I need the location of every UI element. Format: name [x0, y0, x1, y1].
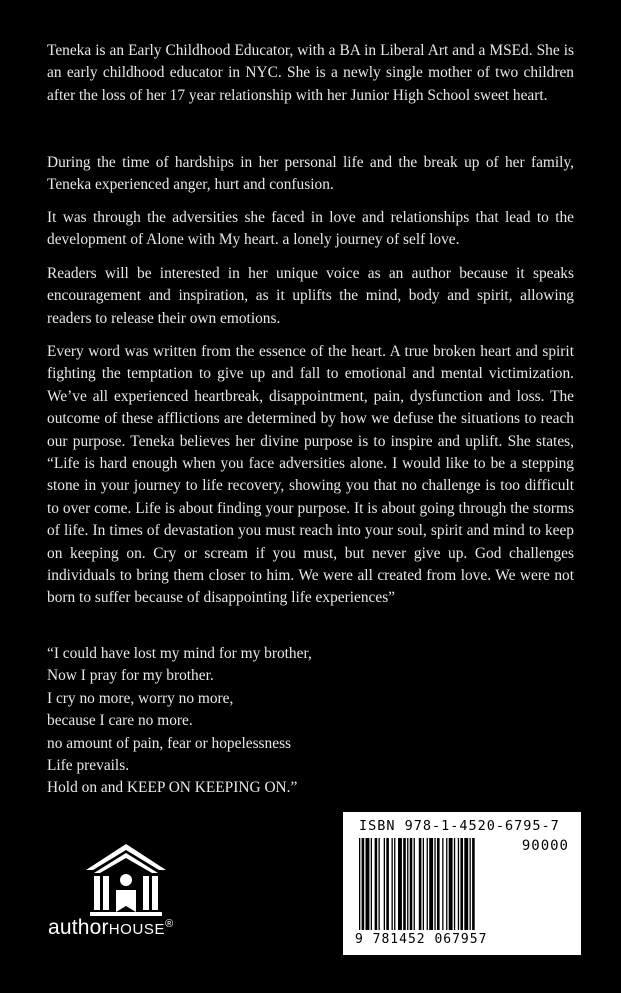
house-book-icon — [76, 840, 176, 920]
blurb-paragraph-3: It was through the adversities she faced in love and relationships that lead to the development of Alone with My heart. a lonely journey of self love. — [47, 209, 574, 249]
isbn-label: ISBN 978-1-4520-6795-7 — [359, 818, 560, 834]
poem-line: I cry no more, worry no more, — [47, 689, 234, 707]
poem-line: Life prevails. — [47, 757, 130, 775]
blurb-paragraph-2: During the time of hardships in her personal life and the break up of her family, Teneka experienced anger, hurt and confusion. — [47, 154, 574, 194]
poem-line: because I care no more. — [47, 712, 193, 730]
publisher-wordmark — [48, 916, 228, 940]
publisher-word-house: HOUSE — [108, 921, 166, 938]
poem-line: no amount of pain, fear or hopelessness — [47, 734, 292, 752]
ean-digits: 9 781452 067957 — [355, 932, 488, 947]
blurb-paragraph-4: Readers will be interested in her unique voice as an author because it speaks encouragement and inspiration, as it uplifts the mind, body and spirit, allowing readers to release their own emotions. — [47, 265, 574, 327]
publisher-word-author: author — [48, 916, 109, 939]
registered-mark: ® — [165, 918, 174, 930]
isbn-barcode — [343, 812, 581, 955]
blurb-paragraph-5: Every word was written from the essence of the heart. A true broken heart and spirit fighting the temptation to give up and fall to emotional and mental victimization. We’ve all experienced heartbreak, disappointment, pain, dysfunction and loss. The outcome of these afflictions are determined by how we defuse the situations to reach our purpose. Teneka believes her divine purpose is to inspire and uplift. She states, “Life is hard enough when you face adversities alone. I would like to be a stepping stone in your journey to life recovery, showing you that no challenge is too difficult to over come. Life is about finding your purpose. It is about going through the storms of life. In times of devastation you must reach into your soul, spirit and mind to keep on keeping on. Cry or scream if you must, but never give up. God challenges individuals to bring them closer to him. We were all created from love. We were not born to suffer because of disappointing life experiences” — [47, 343, 574, 607]
barcode-bars — [359, 838, 519, 930]
poem-line: Hold on and KEEP ON KEEPING ON.” — [47, 779, 298, 797]
publisher-logo — [48, 840, 228, 950]
poem-line: “I could have lost my mind for my brother, — [47, 645, 312, 662]
poem-quote — [47, 643, 567, 800]
price-code: 90000 — [521, 838, 569, 854]
blurb-paragraph-1: Teneka is an Early Childhood Educator, with a BA in Liberal Art and a MSEd. She is an early childhood educator in NYC. She is a newly single mother of two children after the loss of her 17 year relationship with her Junior High School sweet heart. — [47, 42, 574, 104]
poem-line: Now I pray for my brother. — [47, 667, 214, 685]
